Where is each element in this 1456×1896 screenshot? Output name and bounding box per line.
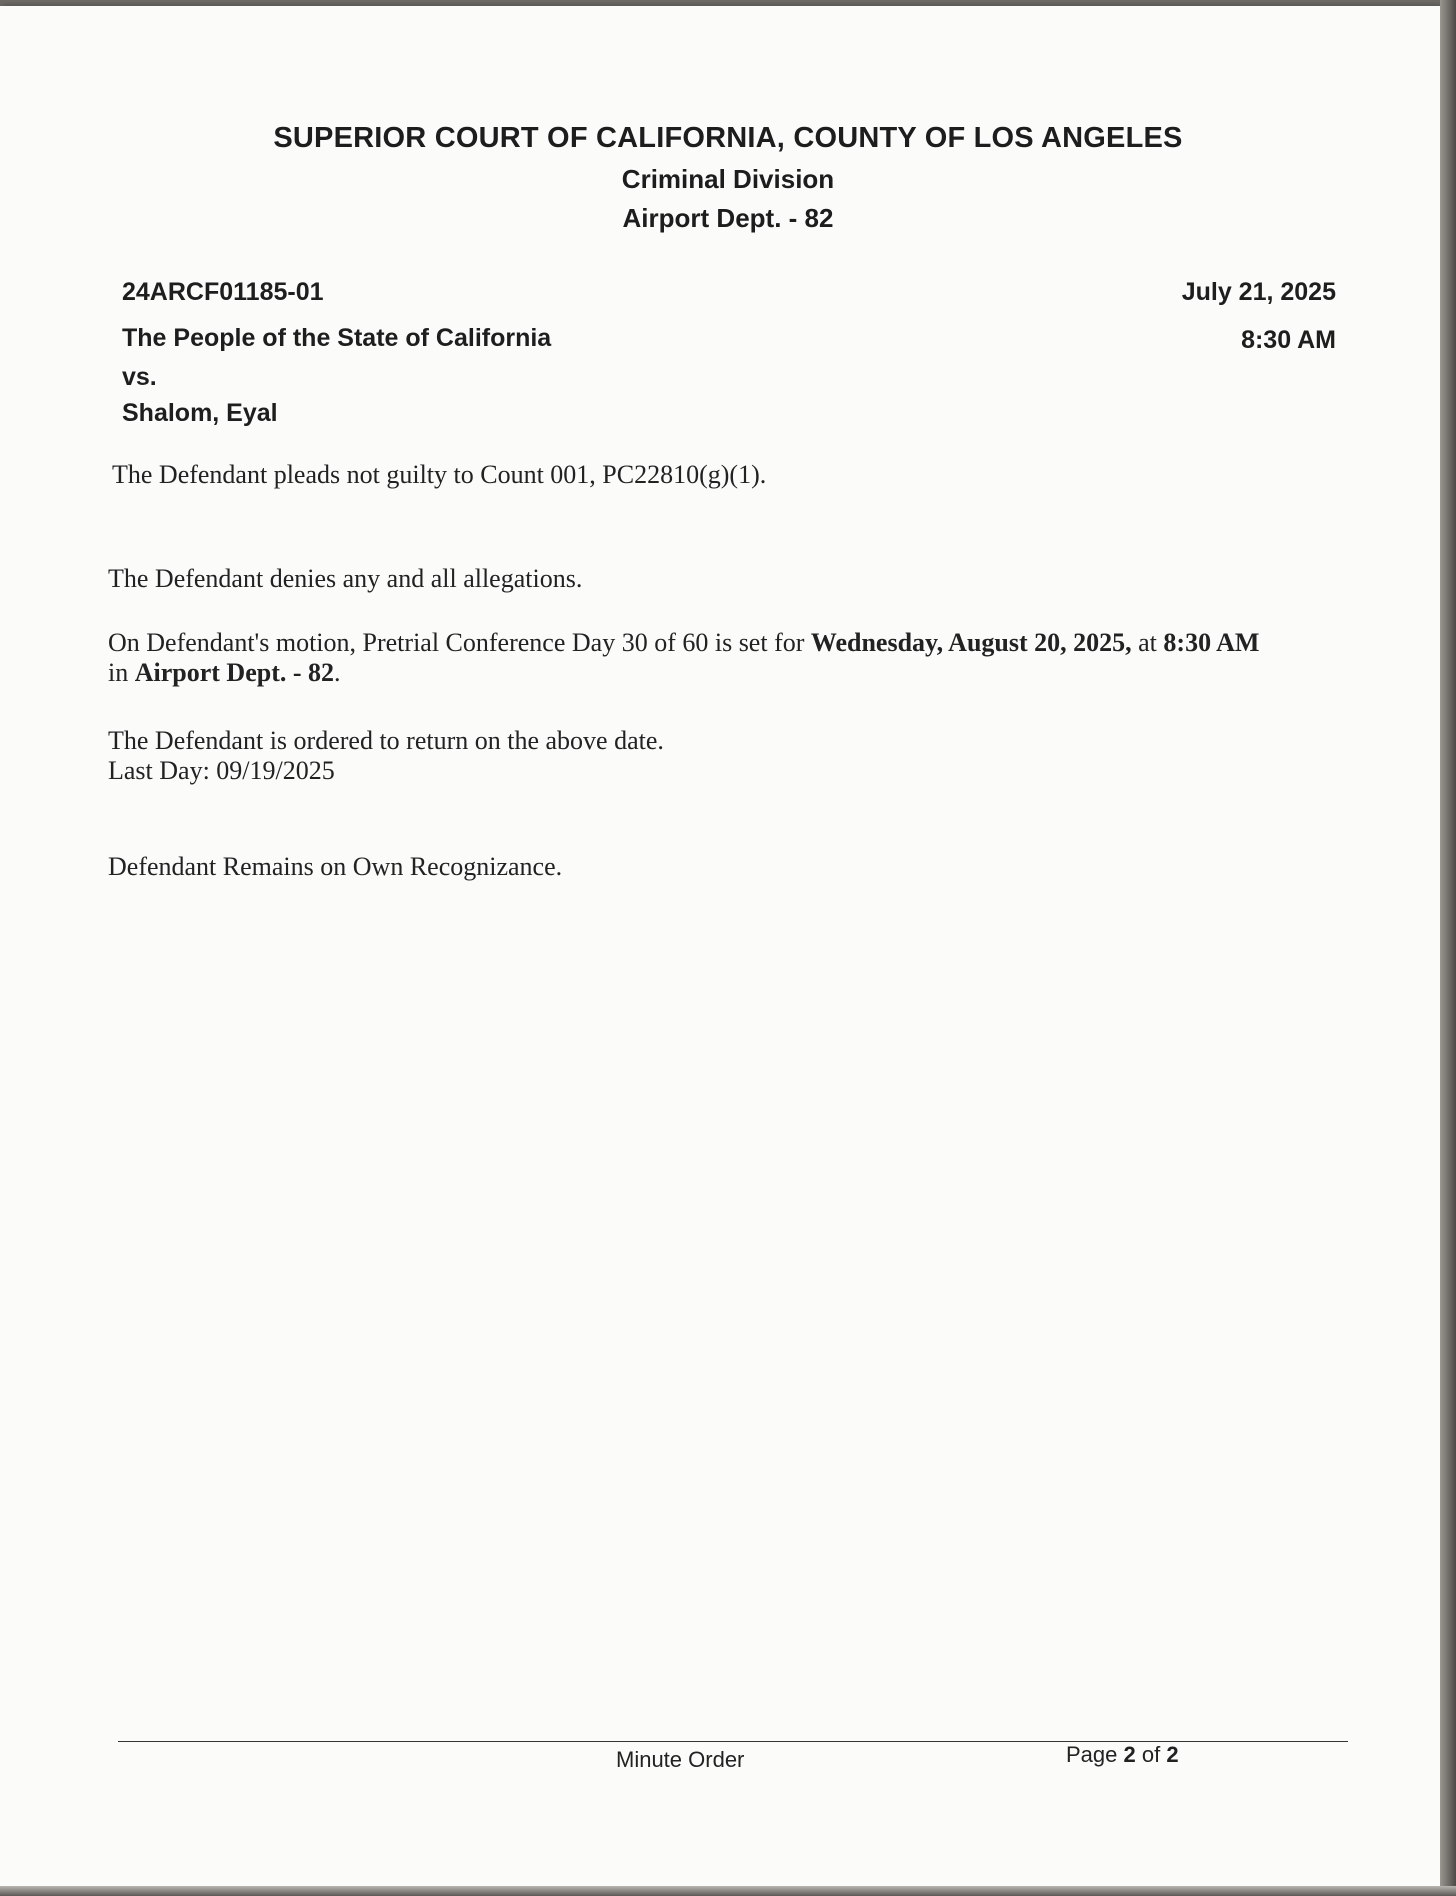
division-name: Criminal Division (621, 164, 835, 194)
defendant-name: Shalom, Eyal (122, 399, 278, 427)
motion-date: Wednesday, August 20, 2025, (810, 628, 1132, 657)
page-total: 2 (1166, 1742, 1179, 1767)
motion-paragraph (108, 628, 1348, 688)
court-name: SUPERIOR COURT OF CALIFORNIA, COUNTY OF LOS ANGELES (273, 122, 1183, 154)
plaintiff-name: The People of the State of California (122, 324, 552, 352)
footer-title: Minute Order (616, 1747, 745, 1772)
hearing-date: July 21, 2025 (1181, 278, 1336, 306)
denial-statement: The Defendant denies any and all allegations. (108, 564, 583, 593)
return-order: The Defendant is ordered to return on the above date. (108, 726, 664, 755)
motion-at: at (1131, 628, 1164, 657)
motion-time: 8:30 AM (1163, 628, 1260, 657)
page-indicator (1066, 1742, 1179, 1768)
page-current: 2 (1123, 1742, 1136, 1767)
page-of: of (1135, 1742, 1167, 1767)
motion-end: . (334, 658, 341, 687)
plea-statement: The Defendant pleads not guilty to Count 001, PC22810(g)(1). (112, 460, 767, 489)
page-edge-right (1440, 0, 1456, 1896)
motion-in: in (108, 658, 135, 687)
hearing-time: 8:30 AM (1241, 326, 1336, 354)
department-name: Airport Dept. - 82 (622, 203, 834, 233)
last-day: Last Day: 09/19/2025 (108, 756, 335, 785)
page-edge-bottom (0, 1886, 1456, 1896)
own-recognizance-statement: Defendant Remains on Own Recognizance. (108, 852, 563, 881)
motion-prefix: On Defendant's motion, Pretrial Conference Day 30 of 60 is set for (108, 628, 811, 657)
motion-dept: Airport Dept. - 82 (134, 658, 335, 687)
case-number: 24ARCF01185-01 (122, 278, 324, 306)
page-prefix: Page (1066, 1742, 1124, 1767)
versus-label: vs. (122, 363, 157, 391)
